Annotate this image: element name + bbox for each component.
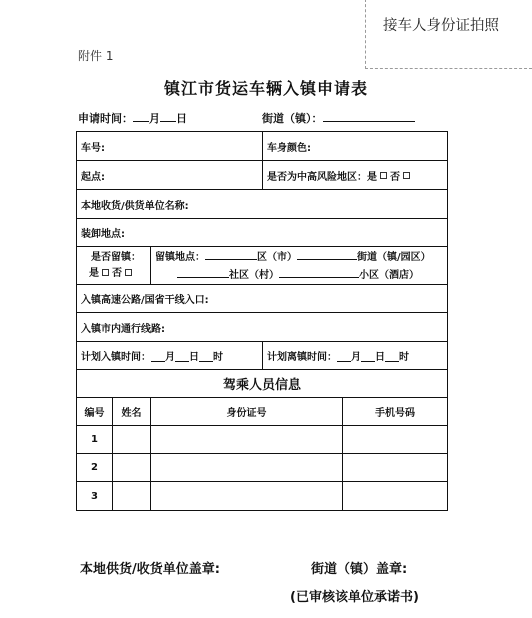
col-name: 姓名: [113, 398, 151, 425]
plan-out-day: 日: [375, 352, 385, 363]
form-row-unload: [77, 219, 447, 247]
passenger-section-title: 驾乘人员信息: [222, 378, 301, 393]
stay-yes-checkbox[interactable]: [102, 269, 109, 276]
unload-cell[interactable]: 装卸地点:: [81, 229, 125, 240]
day-blank[interactable]: [160, 110, 176, 122]
street-line: [262, 110, 415, 126]
estate-blank[interactable]: [279, 266, 359, 278]
local-unit-cell[interactable]: 本地收货/供货单位名称:: [81, 200, 189, 212]
color-cell[interactable]: 车身颜色:: [267, 142, 311, 154]
street-zone-blank[interactable]: [297, 248, 357, 260]
attachment-label: 附件 1: [78, 49, 114, 63]
review-note: (已审核该单位承诺书): [290, 590, 419, 605]
id-photo-label: 接车人身份证拍照: [383, 18, 499, 34]
plan-out-month-blank[interactable]: [337, 350, 351, 362]
stay-options: [81, 266, 135, 282]
form-title: 镇江市货运车辆入镇申请表: [163, 79, 368, 98]
col-id-number: 身份证号: [151, 398, 343, 425]
plan-in-label: 计划入镇时间：: [81, 352, 151, 363]
plan-out-label: 计划离镇时间：: [267, 352, 337, 363]
community-label: 社区（村）: [229, 269, 279, 281]
phone-input[interactable]: [343, 482, 447, 510]
plan-out-cell: [263, 342, 447, 369]
passenger-row: [77, 454, 447, 482]
risk-yes-checkbox[interactable]: [380, 172, 387, 179]
row-number: 2: [77, 454, 113, 481]
form-row-section: [77, 370, 447, 398]
phone-input[interactable]: [343, 426, 447, 453]
col-number: 编号: [77, 398, 113, 425]
highway-cell[interactable]: 入镇高速公路/国省干线入口:: [81, 295, 209, 306]
col-phone: 手机号码: [375, 408, 415, 419]
day-label: 日: [176, 112, 187, 125]
street-label: 街道（镇）：: [262, 112, 323, 125]
name-input[interactable]: [113, 426, 151, 453]
stay-yes-label: 是: [89, 267, 99, 279]
form-row-plan-time: [77, 342, 447, 370]
passenger-row: [77, 426, 447, 454]
application-form: [76, 131, 448, 511]
plan-in-cell: [77, 342, 263, 369]
stay-place-label: 留镇地点：: [155, 251, 205, 263]
form-row-route: [77, 313, 447, 342]
plate-cell[interactable]: 车号:: [77, 132, 263, 160]
id-number-input[interactable]: [151, 426, 343, 453]
plan-in-hour: 时: [213, 352, 223, 363]
row-number: 1: [77, 426, 113, 453]
apply-time-label: 申请时间：: [78, 112, 133, 125]
stay-place-line2: [155, 266, 419, 284]
district-blank[interactable]: [205, 248, 257, 260]
passenger-row: [77, 482, 447, 510]
form-row-stay: [77, 247, 447, 285]
phone-input[interactable]: [343, 454, 447, 481]
form-row-origin: [77, 161, 447, 190]
risk-area-cell: [263, 161, 447, 189]
origin-cell[interactable]: 起点:: [77, 161, 263, 189]
id-number-input[interactable]: [151, 454, 343, 481]
stay-no-label: 否: [112, 267, 122, 279]
estate-label: 小区（酒店）: [359, 269, 419, 281]
stay-place-line1: [155, 248, 431, 266]
street-blank[interactable]: [323, 110, 415, 122]
passenger-header-row: [77, 398, 447, 426]
row-number: 3: [77, 482, 113, 510]
plan-out-day-blank[interactable]: [361, 350, 375, 362]
risk-no-checkbox[interactable]: [403, 172, 410, 179]
form-row-highway: [77, 285, 447, 313]
month-blank[interactable]: [133, 110, 149, 122]
unit-seal-label: 本地供货/收货单位盖章:: [80, 562, 220, 577]
id-number-input[interactable]: [151, 482, 343, 510]
stay-question-label: 是否留镇：: [91, 251, 141, 263]
form-row-local-unit: [77, 190, 447, 219]
form-row-plate: [77, 132, 447, 161]
plan-in-month-blank[interactable]: [151, 350, 165, 362]
stay-question-cell: [77, 247, 151, 284]
district-label: 区（市）: [257, 251, 297, 263]
community-blank[interactable]: [177, 266, 229, 278]
stay-place-cell: [151, 247, 447, 284]
month-label: 月: [149, 112, 160, 125]
plan-out-hour-blank[interactable]: [385, 350, 399, 362]
plan-in-hour-blank[interactable]: [199, 350, 213, 362]
plan-out-month: 月: [351, 352, 361, 363]
plan-in-day: 日: [189, 352, 199, 363]
street-zone-label: 街道（镇/园区）: [357, 251, 431, 263]
route-cell[interactable]: 入镇市内通行线路:: [81, 323, 165, 335]
plan-out-hour: 时: [399, 352, 409, 363]
street-seal-label: 街道（镇）盖章:: [311, 562, 408, 577]
name-input[interactable]: [113, 482, 151, 510]
stay-no-checkbox[interactable]: [125, 269, 132, 276]
plan-in-day-blank[interactable]: [175, 350, 189, 362]
risk-no-label: 否: [390, 171, 400, 183]
plan-in-month: 月: [165, 352, 175, 363]
name-input[interactable]: [113, 454, 151, 481]
apply-time-line: [78, 110, 187, 126]
risk-area-label: 是否为中高风险地区：是: [267, 171, 377, 183]
